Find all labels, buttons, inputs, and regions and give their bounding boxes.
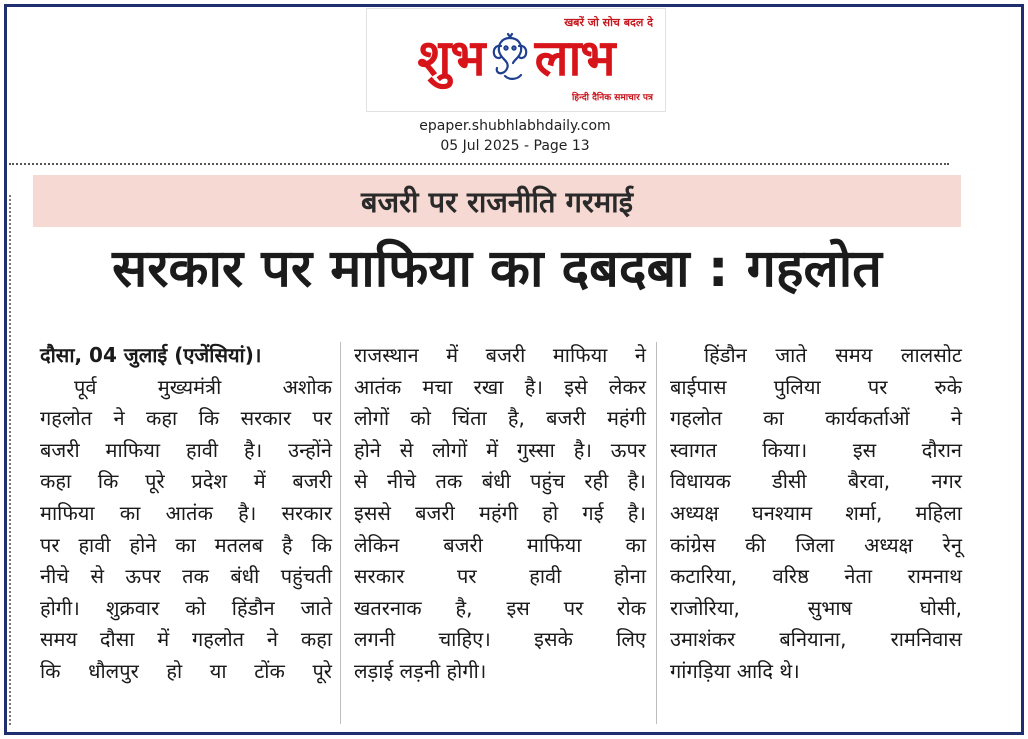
column-line: नीचे से ऊपर तक बंधी पहुंचती bbox=[40, 564, 332, 589]
article-column-3 bbox=[670, 340, 962, 688]
column-line: लेकिन बजरी माफिया का bbox=[354, 532, 646, 557]
column-line: कि धौलपुर हो या टोंक पूरे bbox=[40, 658, 332, 683]
column-line: गांगड़िया आदि थे। bbox=[670, 658, 800, 683]
column-line: स्वागत किया। इस दौरान bbox=[670, 437, 962, 462]
newspaper-logo bbox=[373, 23, 659, 93]
column-line: पर हावी होने का मतलब है कि bbox=[40, 532, 332, 557]
column-line: गहलोत ने कहा कि सरकार पर bbox=[40, 406, 332, 431]
column-line: अध्यक्ष घनश्याम शर्मा, महिला bbox=[670, 500, 962, 525]
column-line: होने से लोगों में गुस्सा है। ऊपर bbox=[354, 437, 646, 462]
dotted-side-rule bbox=[9, 195, 11, 725]
logo-left-word: शुभ bbox=[417, 29, 485, 87]
column-line: लोगों को चिंता है, बजरी महंगी bbox=[354, 406, 646, 431]
column-line: से नीचे तक बंधी पहुंच रही है। bbox=[354, 469, 646, 494]
column-line: राजस्थान में बजरी माफिया ने bbox=[354, 343, 646, 367]
column-line: आतंक मचा रखा है। इसे लेकर bbox=[354, 374, 646, 399]
article-column-2 bbox=[354, 340, 646, 688]
column-line: सरकार पर हावी होना bbox=[354, 564, 646, 589]
column-line: विधायक डीसी बैरवा, नगर bbox=[670, 469, 962, 494]
masthead-tagline: खबरें जो सोच बदल दे bbox=[564, 16, 653, 29]
article-dateline: दौसा, 04 जुलाई (एजेंसियां)। bbox=[40, 343, 262, 367]
kicker-band bbox=[33, 175, 961, 227]
column-line: कांग्रेस की जिला अध्यक्ष रेनू bbox=[670, 532, 962, 557]
column-line: पूर्व मुख्यमंत्री अशोक bbox=[74, 374, 332, 399]
article-headline: सरकार पर माफिया का दबदबा : गहलोत bbox=[112, 239, 882, 299]
column-line: माफिया का आतंक है। सरकार bbox=[40, 500, 332, 525]
article-column-1 bbox=[40, 340, 332, 688]
column-line: लगनी चाहिए। इसके लिए bbox=[354, 627, 646, 652]
column-divider bbox=[656, 342, 657, 724]
article-kicker: बजरी पर राजनीति गरमाई bbox=[361, 184, 633, 219]
column-line: लड़ाई लड़नी होगी। bbox=[354, 658, 487, 683]
masthead-subline: हिन्दी दैनिक समाचार पत्र bbox=[571, 93, 653, 103]
column-line: कहा कि पूरे प्रदेश में बजरी bbox=[40, 469, 332, 494]
column-line: हिंडौन जाते समय लालसोट bbox=[704, 343, 962, 367]
column-line: खतरनाक है, इस पर रोक bbox=[354, 595, 646, 620]
edition-date-page: 05 Jul 2025 - Page 13 bbox=[440, 138, 590, 154]
column-line: उमाशंकर बनियाना, रामनिवास bbox=[670, 627, 962, 652]
column-divider bbox=[340, 342, 341, 724]
dotted-divider bbox=[9, 163, 949, 165]
epaper-url: epaper.shubhlabhdaily.com bbox=[419, 118, 611, 134]
column-line: होगी। शुक्रवार को हिंडौन जाते bbox=[40, 595, 332, 620]
column-line: इससे बजरी महंगी हो गई है। bbox=[354, 500, 646, 525]
column-line: समय दौसा में गहलोत ने कहा bbox=[40, 627, 332, 652]
column-line: राजोरिया, सुभाष घोसी, bbox=[670, 595, 962, 620]
ganesha-icon bbox=[487, 32, 533, 84]
masthead bbox=[366, 8, 666, 112]
column-line: गहलोत का कार्यकर्ताओं ने bbox=[670, 406, 962, 431]
column-line: बाईपास पुलिया पर रुके bbox=[670, 374, 962, 399]
column-line: बजरी माफिया हावी है। उन्होंने bbox=[40, 437, 332, 462]
logo-right-word: लाभ bbox=[534, 29, 615, 87]
column-line: कटारिया, वरिष्ठ नेता रामनाथ bbox=[670, 564, 962, 589]
